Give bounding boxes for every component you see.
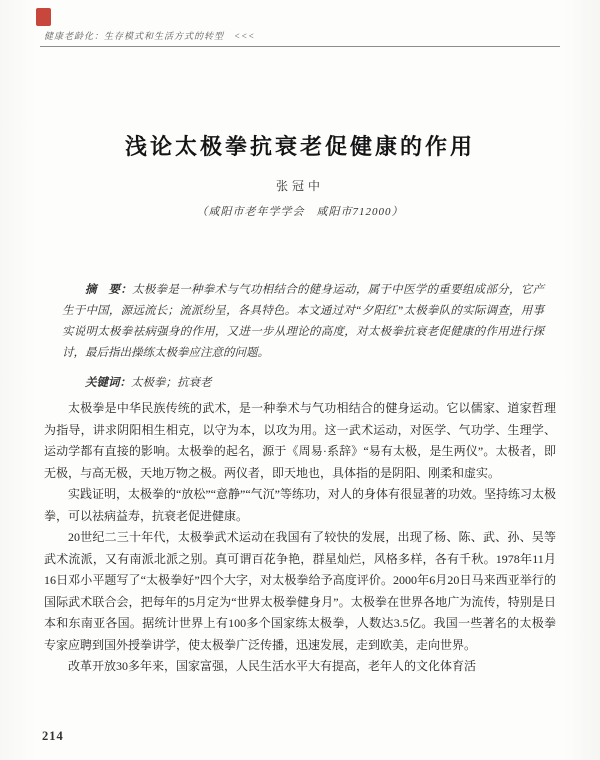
abstract-text: 太极拳是一种拳术与气功相结合的健身运动，属于中医学的重要组成部分，它产生于中国，源远流长；流派纷呈，各具特色。本文通过对“夕阳红”太极拳队的实际调查，用事实说明太极拳祛病强身的作用，又进一步从理论的高度，对太极拳抗衰老促健康的作用进行探讨，最后指出操练太极拳应注意的问题。: [62, 284, 544, 359]
running-header: [44, 29, 255, 42]
article-title: 浅论太极拳抗衰老促健康的作用: [124, 134, 475, 159]
red-stamp-icon: [36, 8, 51, 26]
body-paragraph: 实践证明，太极拳的“放松”“意静”“气沉”等练功，对人的身体有很显著的功效。坚持练习太极拳，可以祛病益寿，抗衰老促进健康。: [44, 487, 556, 523]
keywords-label: 关键词：: [85, 377, 131, 389]
abstract-paragraph: [62, 280, 544, 364]
abstract-block: [62, 280, 544, 394]
body-paragraph: 太极拳是中华民族传统的武术，是一种拳术与气功相结合的健身运动。它以儒家、道家哲理为指导，讲求阴阳相生相克，以守为本，以攻为用。这一武术运动，对医学、气功学、生理学、运动学都有直接的影响。太极拳的起名，源于《周易·系辞》“易有太极，是生两仪”。太极者，即无极，与高无极，天地万物之极。两仪者，即天地也，具体指的是阴阳、刚柔和虚实。: [44, 401, 556, 480]
keywords-text: 太极拳；抗衰老: [131, 377, 212, 389]
article-affiliation: （咸阳市老年学学会 咸阳市712000）: [196, 206, 404, 218]
article-body: [44, 398, 556, 678]
page-number: 214: [42, 729, 64, 743]
body-paragraph: 改革开放30多年来，国家富强，人民生活水平大有提高，老年人的文化体育活: [68, 659, 477, 673]
keywords-line: [62, 373, 544, 394]
body-paragraph: 20世纪二三十年代，太极拳武术运动在我国有了较快的发展，出现了杨、陈、武、孙、吴等武术流派，又有南派北派之别。真可谓百花争艳，群星灿烂，风格多样，各有千秋。1978年11月16日邓小平题写了“太极拳好”四个大字，对太极拳给予高度评价。2000年6月20日马来西亚举行的国际武术联合会，把每年的5月定为“世界太极拳健身月”。太极拳在世界各地广为流传，特别是日本和东南亚各国。据统计世界上有100多个国家练太极拳，人数达3.5亿。我国一些著名的太极拳专家应聘到国外授拳讲学，使太极拳广泛传播，迅速发展，走到欧美，走向世界。: [44, 530, 556, 652]
article-author: 张冠中: [275, 179, 324, 193]
running-header-text: 健康老龄化：生存模式和生活方式的转型 <<<: [44, 31, 256, 41]
header-rule: [40, 46, 560, 47]
abstract-label: 摘 要：: [85, 284, 133, 296]
